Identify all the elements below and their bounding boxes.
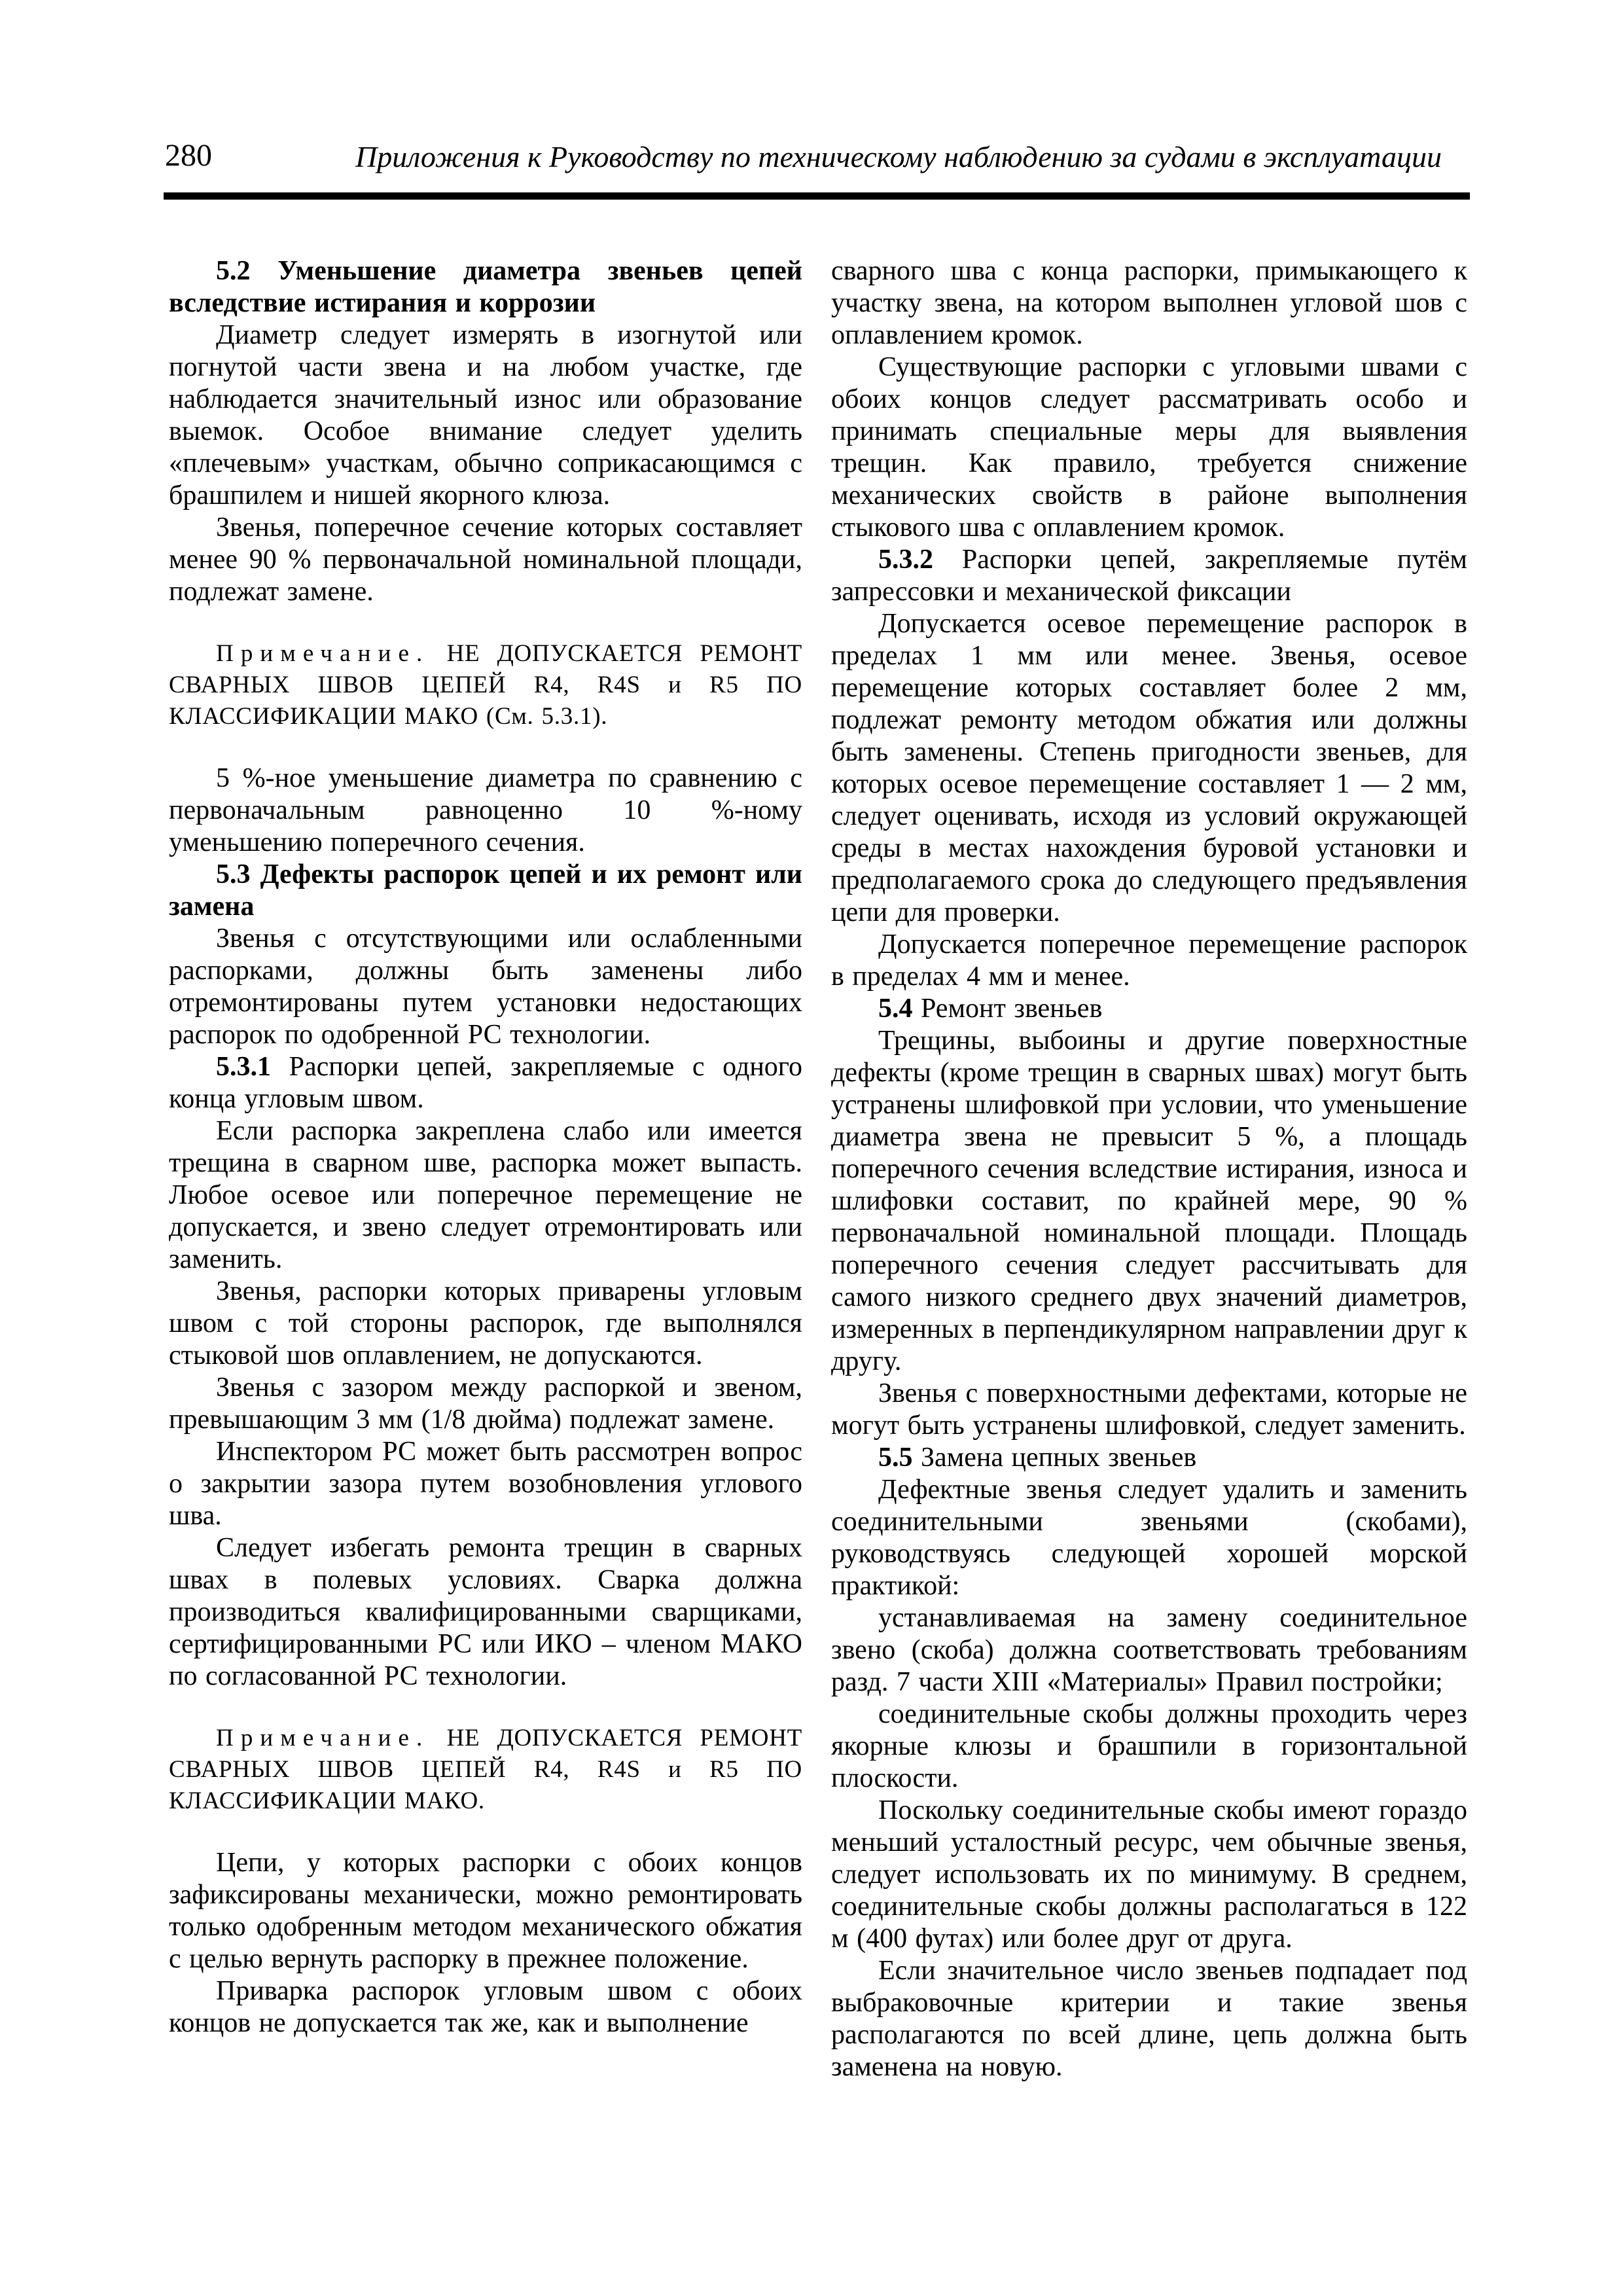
note-label: Примечание. xyxy=(216,1725,430,1751)
section-heading xyxy=(169,859,802,923)
paragraph-text: НЕ ДОПУСКАЕТСЯ РЕМОНТ СВАРНЫХ ШВОВ ЦЕПЕЙ R4, R4S и R5 ПО КЛАССИФИКАЦИИ МАКО. xyxy=(169,1725,802,1814)
column-right xyxy=(831,255,1467,2083)
paragraph xyxy=(831,1474,1467,1602)
section-number: 5.3.1 xyxy=(216,1052,271,1082)
section-heading xyxy=(169,255,802,319)
paragraph-text: Дефектные звенья следует удалить и заменить соединительными звеньями (скобами), руководствуясь следующей хорошей морской практикой: xyxy=(831,1475,1467,1601)
column-left xyxy=(169,255,802,2039)
paragraph xyxy=(169,1115,802,1276)
section-number: 5.2 xyxy=(216,256,251,286)
paragraph xyxy=(169,923,802,1051)
paragraph xyxy=(169,762,802,859)
paragraph-text: Допускается поперечное перемещение распорок в пределах 4 мм и менее. xyxy=(831,929,1467,992)
section-heading xyxy=(169,1051,802,1115)
paragraph-text: Звенья с поверхностными дефектами, которые не могут быть устранены шлифовкой, следует заменить. xyxy=(831,1378,1467,1441)
paragraph xyxy=(831,1698,1467,1795)
paragraph xyxy=(169,512,802,608)
section-heading xyxy=(831,1442,1467,1474)
paragraph-text: Существующие распорки с угловыми швами с обоих концов следует рассматривать особо и принимать специальные меры для выявления трещин. Как правило, требуется снижение механических свойств в районе выполнения стыкового шва с оплавлением кромок. xyxy=(831,352,1467,543)
section-number: 5.4 xyxy=(878,994,913,1024)
paragraph-text: Трещины, выбоины и другие поверхностные дефекты (кроме трещин в сварных швах) могут быть устранены шлифовкой при условии, что уменьшение диаметра звена не превысит 5 %, а площадь поперечного сечения вследствие истирания, износа и шлифовки составит, по крайней мере, 90 % первоначальной номинальной площади. Площадь поперечного сечения следует рассчитывать для самого низкого среднего двух значений диаметров, измеренных в перпендикулярном направлении друг к другу. xyxy=(831,1026,1467,1376)
paragraph-text: Поскольку соединительные скобы имеют гораздо меньший усталостный ресурс, чем обычные звенья, следует использовать их по минимуму. В среднем, соединительные скобы должны располагаться в 122 м (400 футах) или более друг от друга. xyxy=(831,1795,1467,1954)
paragraph xyxy=(831,351,1467,544)
paragraph xyxy=(831,1795,1467,1955)
paragraph-text: Допускается осевое перемещение распорок в пределах 1 мм или менее. Звенья, осевое перемещение которых составляет более 2 мм, подлежат ремонту методом обжатия или должны быть заменены. Степень пригодности звеньев, для которых осевое перемещение составляет 1 — 2 мм, следует оценивать, исходя из условий окружающей среды в местах нахождения буровой установки и предполагаемого срока до следующего предъявления цепи для проверки. xyxy=(831,609,1467,927)
paragraph xyxy=(831,1025,1467,1378)
paragraph-text: Звенья, поперечное сечение которых составляет менее 90 % первоначальной номинальной площади, подлежат замене. xyxy=(169,512,802,607)
paragraph-text: Звенья с отсутствующими или ослабленными распорками, должны быть заменены либо отремонтированы путем установки недостающих распорок по одобренной РС технологии. xyxy=(169,924,802,1050)
paragraph-text: Замена цепных звеньев xyxy=(921,1443,1197,1473)
paragraph xyxy=(831,255,1467,351)
paragraph-text: Уменьшение диаметра звеньев цепей вследствие истирания и коррозии xyxy=(169,256,802,318)
section-number: 5.3.2 xyxy=(878,545,933,575)
running-header: Приложения к Руководству по техническому наблюдению за судами в эксплуатации xyxy=(355,140,1442,173)
paragraph-text: Диаметр следует измерять в изогнутой или погнутой части звена и на любом участке, где наблюдается значительный износ или образование выемок. Особое внимание следует уделить «плечевым» участкам, обычно соприкасающимся с брашпилем и нишей якорного клюза. xyxy=(169,320,802,511)
paragraph-text: устанавливаемая на замену соединительное звено (скоба) должна соответствовать требованиям разд. 7 части XIII «Материалы» Правил постройки; xyxy=(831,1603,1467,1697)
paragraph xyxy=(831,1955,1467,2083)
paragraph-text: Ремонт звеньев xyxy=(921,994,1103,1024)
note-block xyxy=(169,1723,802,1817)
paragraph-text: НЕ ДОПУСКАЕТСЯ РЕМОНТ СВАРНЫХ ШВОВ ЦЕПЕЙ R4, R4S и R5 ПО КЛАССИФИКАЦИИ МАКО (См. 5.3.1). xyxy=(169,640,802,730)
paragraph xyxy=(831,1602,1467,1698)
section-number: 5.5 xyxy=(878,1443,913,1473)
note-label: Примечание. xyxy=(216,640,430,667)
paragraph-text: Распорки цепей, закрепляемые путём запрессовки и механической фиксации xyxy=(831,545,1467,607)
paragraph-text: Звенья с зазором между распоркой и звеном, превышающим 3 мм (1/8 дюйма) подлежат замене. xyxy=(169,1372,802,1435)
page-number: 280 xyxy=(165,138,212,173)
note-block xyxy=(169,638,802,732)
paragraph-text: Приварка распорок угловым швом с обоих концов не допускается так же, как и выполнение xyxy=(169,1976,802,2038)
paragraph-text: Следует избегать ремонта трещин в сварных швах в полевых условиях. Сварка должна производиться квалифицированными сварщиками, сертифицированными РС или ИКО – членом МАКО по согласованной РС технологии. xyxy=(169,1533,802,1691)
header-rule xyxy=(164,192,1470,200)
paragraph-text: Если значительное число звеньев подпадает под выбраковочные критерии и такие звенья располагаются по всей длине, цепь должна быть заменена на новую. xyxy=(831,1956,1467,2082)
paragraph xyxy=(831,1378,1467,1442)
paragraph-text: Распорки цепей, закрепляемые с одного конца угловым швом. xyxy=(169,1052,802,1114)
section-heading xyxy=(831,993,1467,1025)
paragraph-text: Инспектором РС может быть рассмотрен вопрос о закрытии зазора путем возобновления углового шва. xyxy=(169,1437,802,1531)
paragraph xyxy=(831,929,1467,993)
paragraph xyxy=(831,608,1467,929)
paragraph-text: 5 %-ное уменьшение диаметра по сравнению с первоначальным равноценно 10 %-ному уменьшению поперечного сечения. xyxy=(169,763,802,857)
paragraph xyxy=(169,1532,802,1693)
paragraph-text: Цепи, у которых распорки с обоих концов зафиксированы механически, можно ремонтировать только одобренным методом механического обжатия с целью вернуть распорку в прежнее положение. xyxy=(169,1848,802,1974)
section-number: 5.3 xyxy=(216,859,251,889)
paragraph xyxy=(169,1847,802,1975)
paragraph-text: Звенья, распорки которых приварены угловым швом с той стороны распорок, где выполнялся стыковой шов оплавлением, не допускаются. xyxy=(169,1276,802,1371)
section-heading xyxy=(831,544,1467,608)
paragraph-text: Дефекты распорок цепей и их ремонт или замена xyxy=(169,859,802,922)
paragraph-text: Если распорка закреплена слабо или имеется трещина в сварном шве, распорка может выпасть. Любое осевое или поперечное перемещение не допускается, и звено следует отремонтировать или заменить. xyxy=(169,1116,802,1274)
paragraph-text: соединительные скобы должны проходить через якорные клюзы и брашпили в горизонтальной плоскости. xyxy=(831,1699,1467,1793)
paragraph-text: сварного шва с конца распорки, примыкающего к участку звена, на котором выполнен угловой шов с оплавлением кромок. xyxy=(831,256,1467,350)
paragraph xyxy=(169,1436,802,1532)
paragraph xyxy=(169,1975,802,2039)
paragraph xyxy=(169,1276,802,1372)
paragraph xyxy=(169,1372,802,1436)
paragraph xyxy=(169,319,802,512)
